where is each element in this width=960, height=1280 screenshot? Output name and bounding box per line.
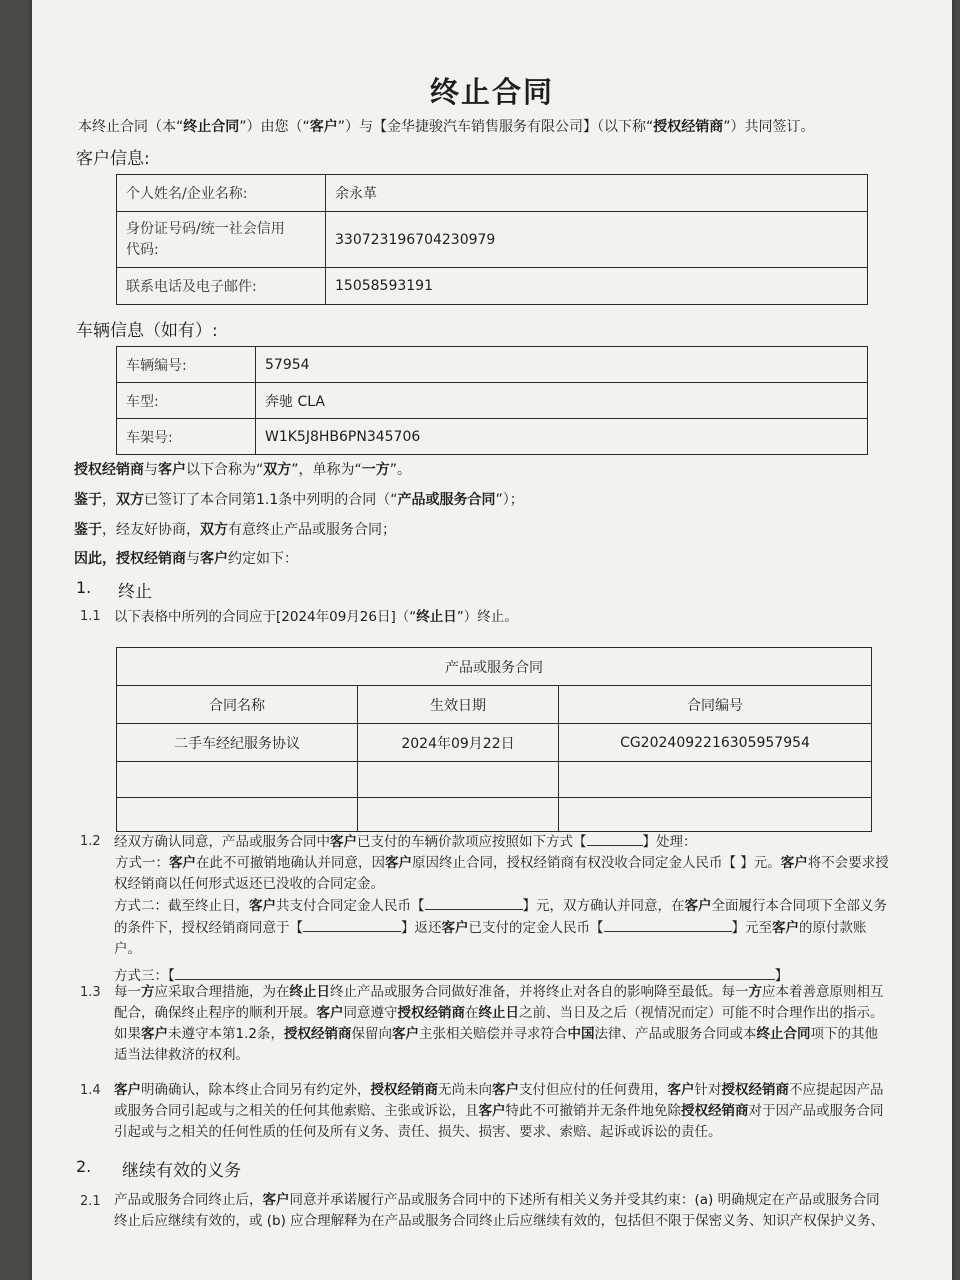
document-title: 终止合同 bbox=[429, 75, 554, 109]
section-1-title: 终止 bbox=[118, 582, 152, 602]
refund-date-blank bbox=[303, 917, 401, 932]
method-1-continued: 权经销商以任何形式返还已没收的合同定金。 bbox=[114, 876, 384, 892]
method-3-blank bbox=[175, 965, 775, 980]
column-header-effective-date: 生效日期 bbox=[358, 686, 559, 724]
table-cell: 二手车经纪服务协议 bbox=[117, 724, 358, 762]
method-2-end: 户。 bbox=[114, 941, 141, 957]
table-header-row bbox=[117, 686, 872, 724]
clause-1-3-text: 每一方应采取合理措施，为在终止日终止产品或服务合同做好准备，并将终止对各自的影响降至最低。每一方应本着善意原则相互 配合，确保终止程序的顺利开展。客户同意遵守授权经销商在终止日之前、当日及之后（视情况而定）可能不时合理作出的指示。 如果客户未遵守本第1.2条，授权经销商保留向客户主张相关赔偿并寻求符合中国法律、产品或服务合同或本终止合同项下的其他 适当法律救济的权利。 bbox=[114, 984, 884, 1063]
table-row bbox=[117, 347, 868, 383]
clause-2-1-number: 2.1 bbox=[80, 1194, 101, 1209]
clause-1-3-number: 1.3 bbox=[80, 985, 101, 1000]
customer-contact-value: 15058593191 bbox=[326, 268, 868, 305]
method-2: 方式二：截至终止日，客户共支付合同定金人民币【 】元，双方确认并同意，在客户全面履行本合同项下全部义务 bbox=[114, 895, 914, 917]
table-row bbox=[117, 724, 872, 762]
vehicle-info-table bbox=[116, 346, 868, 455]
table-row bbox=[117, 798, 872, 832]
clause-1-4-number: 1.4 bbox=[80, 1083, 101, 1098]
vehicle-number-label: 车辆编号: bbox=[117, 347, 256, 383]
vehicle-model-value: 奔驰 CLA bbox=[256, 383, 868, 419]
method-3: 方式三：【 】 bbox=[114, 965, 914, 987]
clause-1-2-line: 经双方确认同意，产品或服务合同中客户已支付的车辆价款项应按照如下方式【 】处理： bbox=[114, 831, 914, 853]
table-row bbox=[117, 648, 872, 686]
table-row bbox=[117, 762, 872, 798]
table-cell: CG2024092216305957954 bbox=[559, 724, 872, 762]
section-2-title: 继续有效的义务 bbox=[122, 1161, 241, 1181]
table-cell bbox=[117, 762, 358, 798]
method-1: 方式一：客户在此不可撤销地确认并同意，因客户原因终止合同，授权经销商有权没收合同定金人民币【 】元。客户将不会要求授 bbox=[115, 855, 889, 871]
customer-name-value: 余永革 bbox=[326, 175, 868, 212]
table-cell bbox=[358, 798, 559, 832]
method-2-continued: 的条件下，授权经销商同意于【 】返还客户已支付的定金人民币【 】元至客户的原付款账 bbox=[114, 917, 914, 939]
clause-1-4-text: 客户明确确认，除本终止合同另有约定外，授权经销商无尚未向客户支付但应付的任何费用，客户针对授权经销商不应提起因产品 或服务合同引起或与之相关的任何其他索赔、主张或诉讼，且客户特此不可撤销并无条件地免除授权经销商对于因产品或服务合同 引起或与之相关的任何性质的任何及所有义务、责任、损失、损害、要求、索赔、起诉或诉讼的责任。 bbox=[114, 1082, 884, 1140]
customer-info-table bbox=[116, 174, 868, 305]
table-row bbox=[117, 383, 868, 419]
clause-1-1-text: 以下表格中所列的合同应于[2024年09月26日]（“终止日”）终止。 bbox=[114, 609, 518, 625]
refund-amount-blank bbox=[604, 917, 732, 932]
customer-id-label: 身份证号码/统一社会信用 代码: bbox=[117, 212, 326, 268]
contracts-table bbox=[116, 647, 872, 832]
table-cell: 2024年09月22日 bbox=[358, 724, 559, 762]
customer-info-heading: 客户信息: bbox=[76, 149, 150, 169]
section-1-number: 1. bbox=[76, 578, 92, 597]
whereas-clause-2: 鉴于，经友好协商，双方有意终止产品或服务合同； bbox=[74, 522, 396, 538]
clause-2-1-text: 产品或服务合同终止后，客户同意并承诺履行产品或服务合同中的下述所有相关义务并受其约束：(a) 明确规定在产品或服务合同 终止后应继续有效的，或 (b) 应合理解释为在产品或服务合同终止后应继续有效的，包括但不限于保密义务、知识产权保护义务、 bbox=[114, 1192, 885, 1229]
vehicle-vin-label: 车架号: bbox=[117, 419, 256, 455]
intro-paragraph: 本终止合同（本“终止合同”）由您（“客户”）与【金华捷骏汽车销售服务有限公司】（以下称“授权经销商”）共同签订。 bbox=[78, 119, 815, 135]
table-row bbox=[117, 212, 868, 268]
vehicle-model-label: 车型: bbox=[117, 383, 256, 419]
method-blank bbox=[587, 831, 643, 846]
parties-definition: 授权经销商与客户以下合称为“双方”，单称为“一方”。 bbox=[74, 462, 412, 478]
vehicle-number-value: 57954 bbox=[256, 347, 868, 383]
table-row bbox=[117, 175, 868, 212]
column-header-contract-name: 合同名称 bbox=[117, 686, 358, 724]
table-row bbox=[117, 419, 868, 455]
vehicle-vin-value: W1K5J8HB6PN345706 bbox=[256, 419, 868, 455]
clause-1-1-number: 1.1 bbox=[80, 609, 101, 624]
table-cell bbox=[559, 798, 872, 832]
vehicle-info-heading: 车辆信息（如有）: bbox=[76, 321, 218, 341]
table-cell bbox=[117, 798, 358, 832]
customer-id-value: 330723196704230979 bbox=[326, 212, 868, 268]
contracts-table-caption: 产品或服务合同 bbox=[117, 648, 872, 686]
column-header-contract-number: 合同编号 bbox=[559, 686, 872, 724]
clause-1-2-text bbox=[114, 831, 914, 987]
whereas-clause-1: 鉴于，双方已签订了本合同第1.1条中列明的合同（“产品或服务合同”）； bbox=[74, 492, 524, 508]
therefore-clause: 因此，授权经销商与客户约定如下： bbox=[74, 551, 298, 567]
clause-1-2-number: 1.2 bbox=[80, 834, 101, 849]
table-cell bbox=[559, 762, 872, 798]
deposit-amount-blank bbox=[425, 895, 523, 910]
section-2-number: 2. bbox=[76, 1157, 92, 1176]
document-page bbox=[32, 0, 952, 1280]
table-cell bbox=[358, 762, 559, 798]
table-row bbox=[117, 268, 868, 305]
customer-name-label: 个人姓名/企业名称: bbox=[117, 175, 326, 212]
customer-contact-label: 联系电话及电子邮件: bbox=[117, 268, 326, 305]
